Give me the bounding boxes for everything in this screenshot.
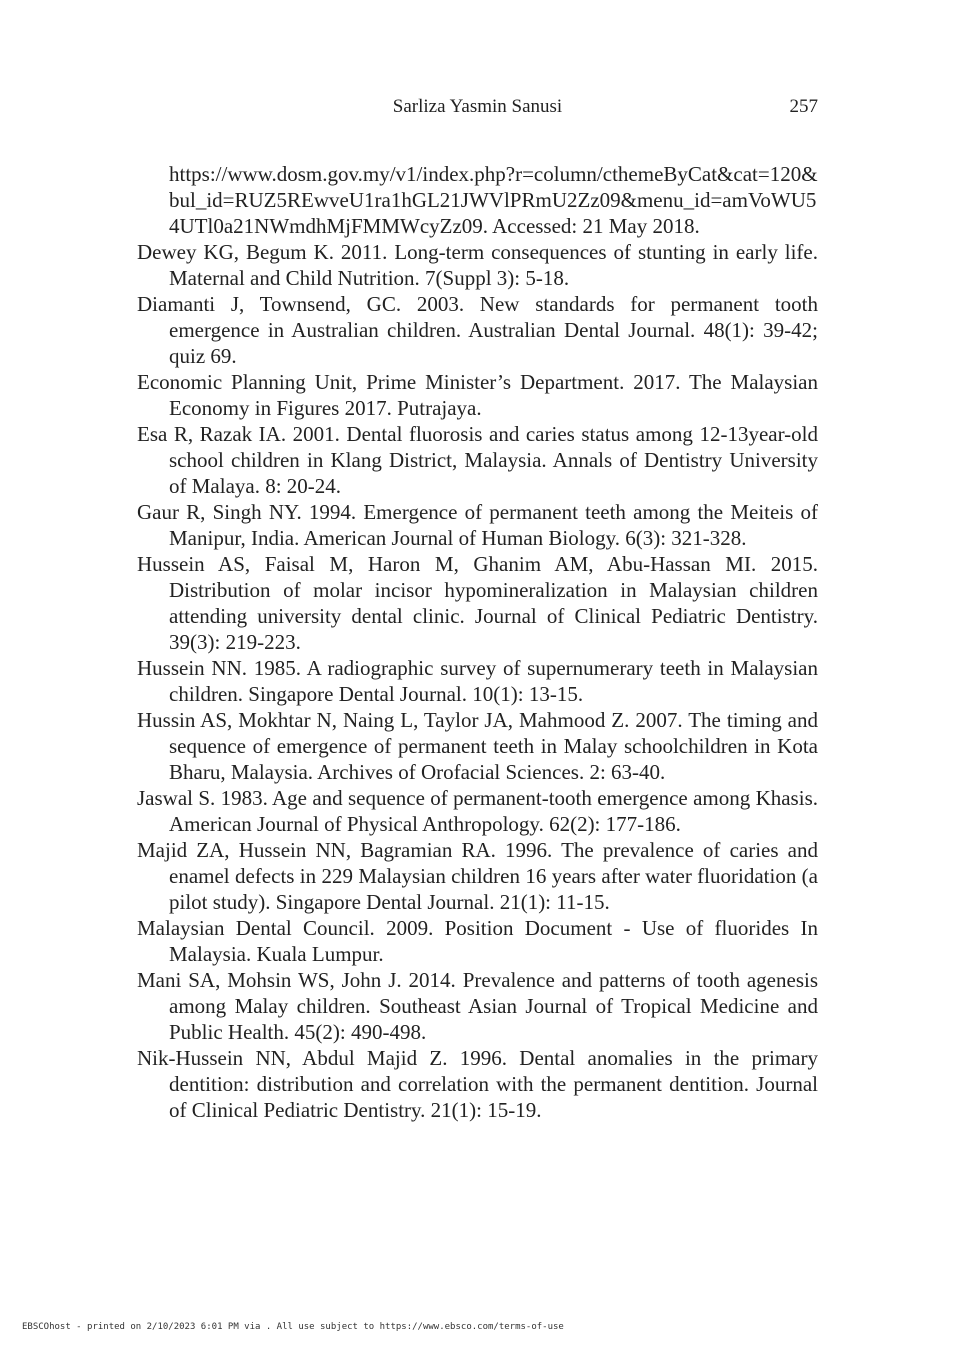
running-header [137,96,818,122]
reference-entry: Dewey KG, Begum K. 2011. Long-term consequences of stunting in early life. Maternal and Child Nutrition. 7(Suppl 3): 5-18. [137,240,818,290]
reference-entry: Gaur R, Singh NY. 1994. Emergence of permanent teeth among the Meiteis of Manipur, India. American Journal of Human Biology. 6(3): 321-328. [137,500,818,550]
reference-entry: Hussein AS, Faisal M, Haron M, Ghanim AM, Abu-Hassan MI. 2015. Distribution of molar incisor hypomineralization in Malaysian children attending university dental clinic. Journal of Clinical Pediatric Dentistry. 39(3): 219-223. [137,552,818,654]
reference-entry: Nik-Hussein NN, Abdul Majid Z. 1996. Dental anomalies in the primary dentition: distribution and correlation with the permanent dentition. Journal of Clinical Pediatric Dentistry. 21(1): 15-19. [137,1046,818,1122]
reference-entry: Economic Planning Unit, Prime Minister’s Department. 2017. The Malaysian Economy in Figures 2017. Putrajaya. [137,370,818,420]
reference-entry: Mani SA, Mohsin WS, John J. 2014. Prevalence and patterns of tooth agenesis among Malay children. Southeast Asian Journal of Tropical Medicine and Public Health. 45(2): 490-498. [137,968,818,1044]
reference-entry: Jaswal S. 1983. Age and sequence of permanent-tooth emergence among Khasis. American Journal of Physical Anthropology. 62(2): 177-186. [137,786,818,836]
reference-entry: Malaysian Dental Council. 2009. Position Document - Use of fluorides In Malaysia. Kuala Lumpur. [137,916,818,966]
running-header-author: Sarliza Yasmin Sanusi [392,96,563,117]
reference-entry: Diamanti J, Townsend, GC. 2003. New standards for permanent tooth emergence in Australian children. Australian Dental Journal. 48(1): 39-42; quiz 69. [137,292,818,368]
reference-entry: Hussin AS, Mokhtar N, Naing L, Taylor JA, Mahmood Z. 2007. The timing and sequence of emergence of permanent teeth in Malay schoolchildren in Kota Bharu, Malaysia. Archives of Orofacial Sciences. 2: 63-40. [137,708,818,784]
reference-entry: Esa R, Razak IA. 2001. Dental fluorosis and caries status among 12-13year-old school children in Klang District, Malaysia. Annals of Dentistry University of Malaya. 8: 20-24. [137,422,818,498]
reference-list [137,161,818,1123]
reference-entry: https://www.dosm.gov.my/v1/index.php?r=column/cthemeByCat&cat=120&bul_id=RUZ5REwveU1ra1hGL21JWVlPRmU2Zz09&menu_id=amVoWU54UTl0a21NWmdhMjFMMWcyZz09. Accessed: 21 May 2018. [169,162,818,238]
reference-entry: Majid ZA, Hussein NN, Bagramian RA. 1996. The prevalence of caries and enamel defects in 229 Malaysian children 16 years after water fluoridation (a pilot study). Singapore Dental Journal. 21(1): 11-15. [137,838,818,914]
reference-entry: Hussein NN. 1985. A radiographic survey of supernumerary teeth in Malaysian children. Singapore Dental Journal. 10(1): 13-15. [137,656,818,706]
page-number: 257 [789,96,818,117]
print-footer-note: EBSCOhost - printed on 2/10/2023 6:01 PM via . All use subject to https://www.ebsco.com/terms-of-use [22,1322,564,1332]
